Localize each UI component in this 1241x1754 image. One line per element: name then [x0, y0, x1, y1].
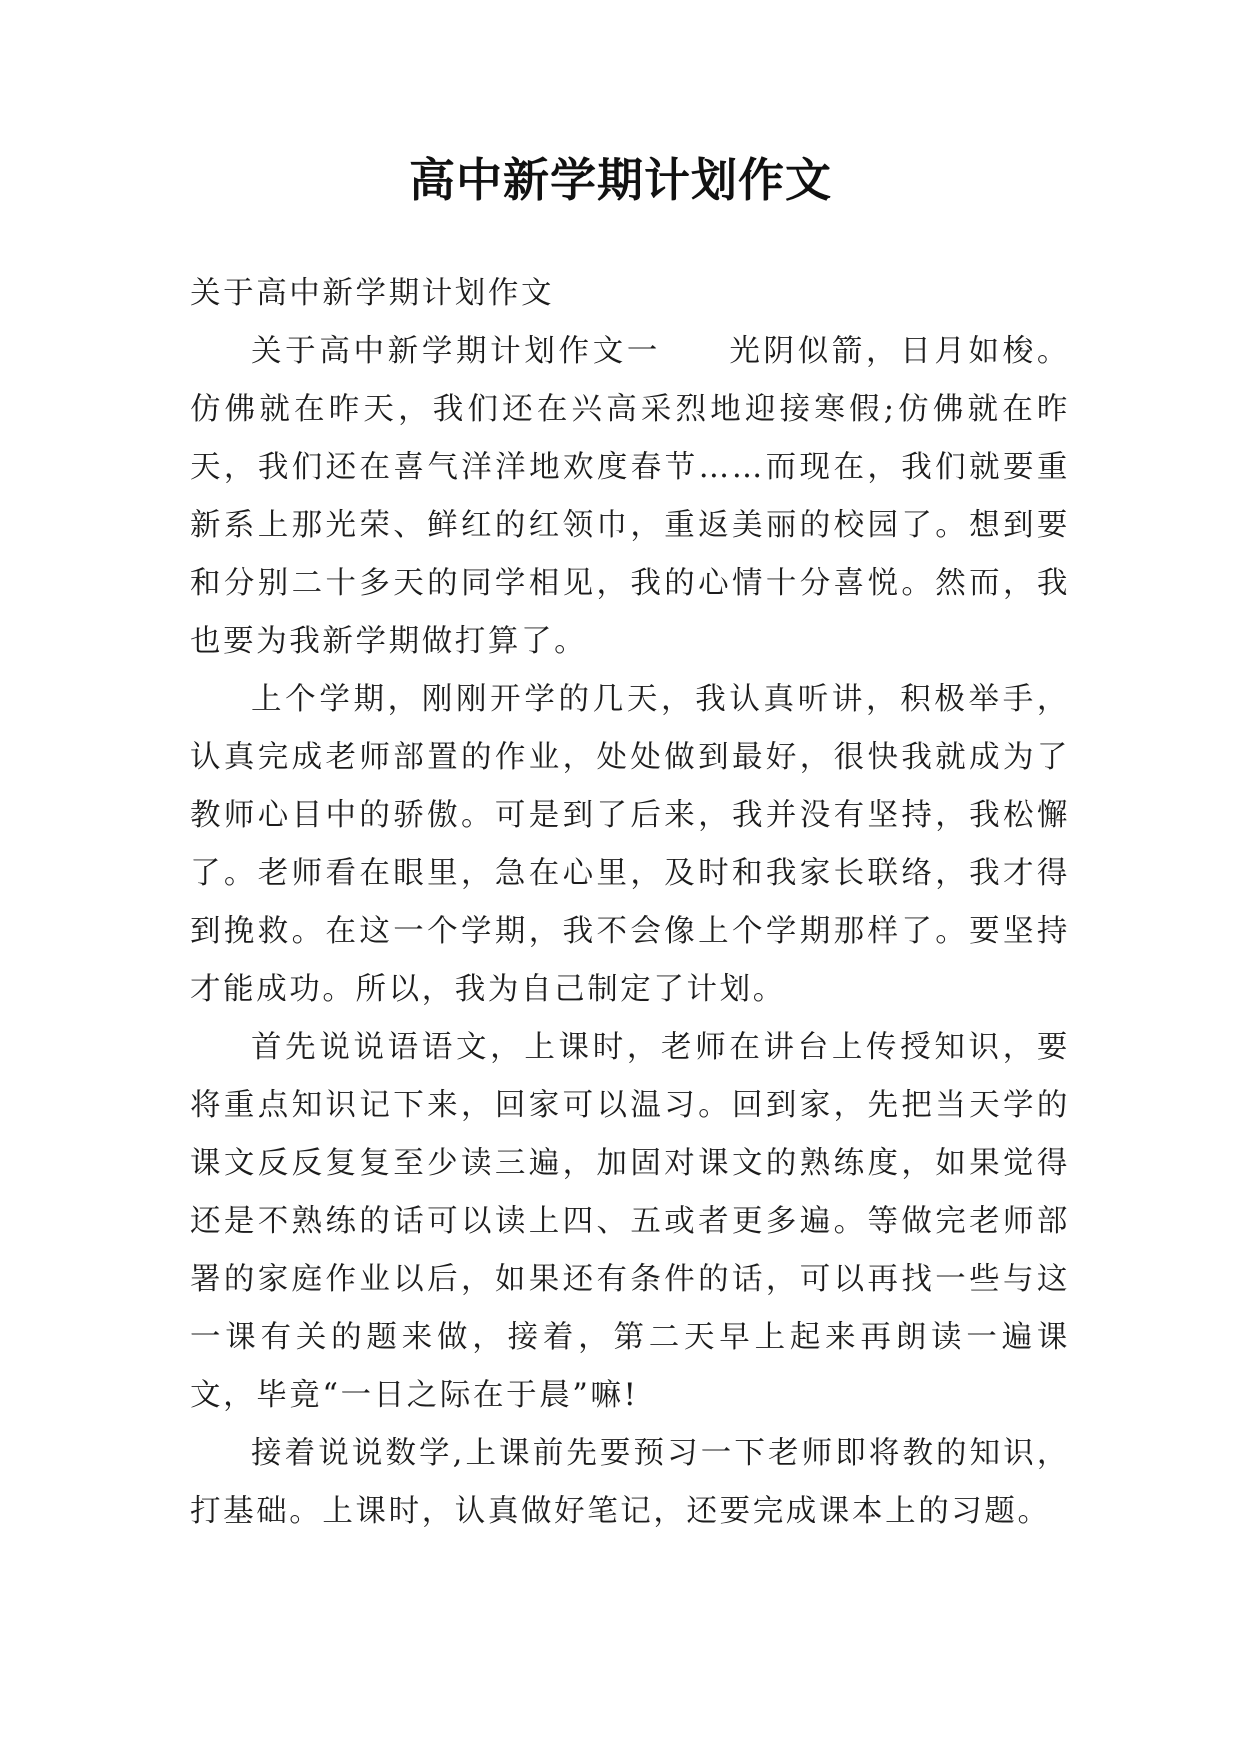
paragraph-1: 关于高中新学期计划作文一 光阴似箭，日月如梭。仿佛就在昨天，我们还在兴高采烈地迎接寒假;仿佛就在昨天，我们还在喜气洋洋地欢度春节……而现在，我们就要重新系上那光荣、鲜红的红领巾，重返美丽的校园了。想到要和分别二十多天的同学相见，我的心情十分喜悦。然而，我也要为我新学期做打算了。 — [190, 334, 1070, 659]
document-subtitle: 关于高中新学期计划作文 — [190, 276, 555, 311]
paragraph-4: 接着说说数学,上课前先要预习一下老师即将教的知识，打基础。上课时，认真做好笔记，还要完成课本上的习题。 — [190, 1436, 1070, 1529]
document-body — [190, 265, 1070, 1541]
paragraph-3: 首先说说语语文，上课时，老师在讲台上传授知识，要将重点知识记下来，回家可以温习。回到家，先把当天学的课文反反复复至少读三遍，加固对课文的熟练度，如果觉得还是不熟练的话可以读上四、五或者更多遍。等做完老师部署的家庭作业以后，如果还有条件的话，可以再找一些与这一课有关的题来做，接着，第二天早上起来再朗读一遍课文，毕竟“一日之际在于晨”嘛! — [190, 1030, 1070, 1413]
document-title: 高中新学期计划作文 — [409, 153, 832, 207]
paragraph-2: 上个学期，刚刚开学的几天，我认真听讲，积极举手，认真完成老师部置的作业，处处做到最好，很快我就成为了教师心目中的骄傲。可是到了后来，我并没有坚持，我松懈了。老师看在眼里，急在心里，及时和我家长联络，我才得到挽救。在这一个学期，我不会像上个学期那样了。要坚持才能成功。所以，我为自己制定了计划。 — [190, 682, 1070, 1007]
